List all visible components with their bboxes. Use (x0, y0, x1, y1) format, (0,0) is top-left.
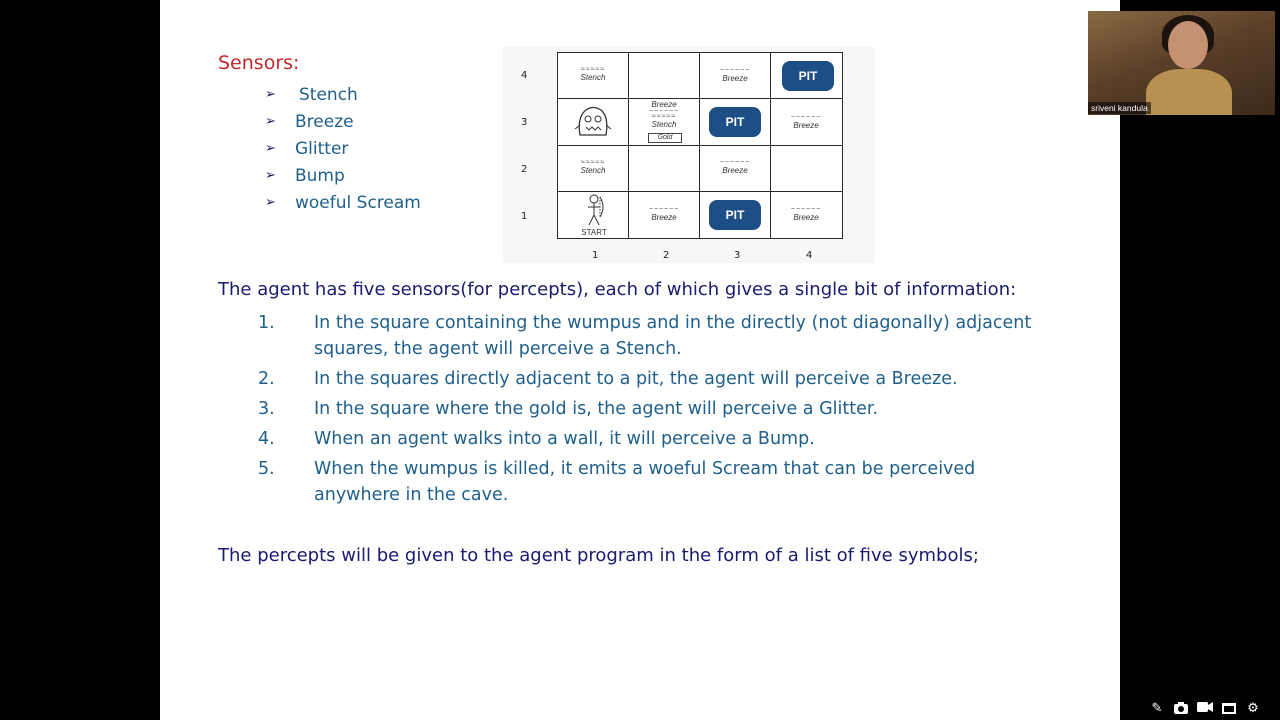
window-icon[interactable] (1220, 701, 1238, 717)
wumpus-world-grid (503, 47, 875, 263)
arrow-bullet-icon: ➢ (265, 167, 276, 183)
participant-video-tile[interactable] (1088, 11, 1275, 115)
pit-marker: PIT (709, 200, 761, 230)
camera-icon[interactable] (1172, 701, 1190, 717)
grid-cell (770, 145, 843, 192)
breeze-tag: ~~~~~~ Breeze (648, 206, 680, 222)
row-label: 4 (521, 70, 528, 81)
sensors-title: Sensors: (218, 52, 300, 74)
agent-archer-icon (578, 193, 610, 227)
grid-cell (628, 52, 700, 99)
col-label: 1 (592, 250, 599, 261)
intro-text: The agent has five sensors(for percepts), each of which gives a single bit of information: (218, 279, 1017, 300)
list-item: 2. In the squares directly adjacent to a pit, the agent will perceive a Breeze. (258, 369, 958, 389)
participant-name: sriveni kandula (1088, 102, 1151, 114)
pen-icon[interactable]: ✎ (1151, 701, 1163, 716)
grid-cell (628, 145, 700, 192)
sensor-item: ➢ Breeze (265, 111, 354, 132)
stench-tag: ≈≈≈≈≈ Stench (651, 113, 677, 129)
col-label: 2 (663, 250, 670, 261)
list-item: 1. In the square containing the wumpus and in the directly (not diagonally) adjacent squares, the agent will perceive a Stench. (258, 313, 1032, 359)
gear-icon[interactable]: ⚙ (1247, 701, 1259, 716)
col-label: 3 (734, 250, 741, 261)
pit-marker: PIT (709, 107, 761, 137)
slide (160, 0, 1120, 720)
arrow-bullet-icon: ➢ (265, 86, 276, 102)
breeze-tag: ~~~~~~ Breeze (790, 114, 822, 130)
closing-text: The percepts will be given to the agent program in the form of a list of five symbols; (218, 545, 979, 566)
col-label: 4 (806, 250, 813, 261)
list-item: 5. When the wumpus is killed, it emits a woeful Scream that can be perceived anywhere in the cave. (258, 459, 976, 505)
sensor-item: ➢ woeful Scream (265, 192, 421, 213)
sensor-list (265, 81, 421, 216)
arrow-bullet-icon: ➢ (265, 113, 276, 129)
breeze-tag: Breeze ~~~~~~ (648, 100, 680, 115)
sensor-item: ➢ Bump (265, 165, 345, 186)
video-icon[interactable] (1196, 701, 1214, 717)
stench-tag: ≈≈≈≈≈ Stench (580, 66, 606, 82)
gold-tag: Gold (648, 133, 682, 143)
sensor-item: ➢ Glitter (265, 138, 349, 159)
arrow-bullet-icon: ➢ (265, 140, 276, 156)
list-item: 4. When an agent walks into a wall, it will perceive a Bump. (258, 429, 815, 449)
wumpus-icon (574, 103, 612, 141)
breeze-tag: ~~~~~~ Breeze (719, 159, 751, 175)
arrow-bullet-icon: ➢ (265, 194, 276, 210)
start-label: START (581, 228, 607, 237)
sensor-rules-list (258, 310, 1058, 512)
presenter-face (1168, 21, 1208, 69)
pit-marker: PIT (782, 61, 834, 91)
presenter-body (1146, 69, 1232, 115)
sensor-item: ➢ Stench (265, 84, 358, 105)
breeze-tag: ~~~~~~ Breeze (790, 206, 822, 222)
list-item: 3. In the square where the gold is, the agent will perceive a Glitter. (258, 399, 879, 419)
row-label: 3 (521, 117, 528, 128)
meeting-toolbar (1148, 701, 1262, 717)
row-label: 1 (521, 211, 528, 222)
stench-tag: ≈≈≈≈≈ Stench (580, 159, 606, 175)
breeze-tag: ~~~~~~ Breeze (719, 67, 751, 83)
row-label: 2 (521, 164, 528, 175)
